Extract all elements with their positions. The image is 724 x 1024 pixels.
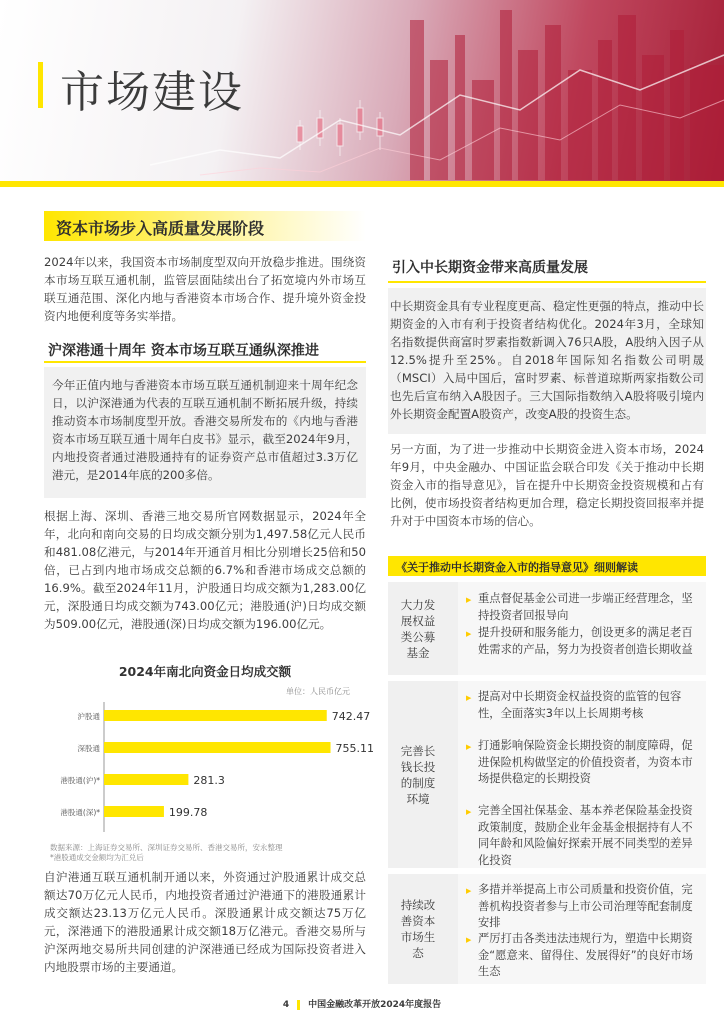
banner-divider xyxy=(0,181,724,187)
table-row xyxy=(388,681,706,868)
table-row-content xyxy=(458,681,706,868)
long-term-capital-box-text: 中长期资金具有专业程度更高、稳定性更强的特点，推动中长期资金的入市有利于投资者结构优化。2024年3月，全球知名指数提供商富时罗素指数新调入76只A股，A股纳入因子从12.5%提升至25%。自2018年国际知名指数公司明晟（MSCI）入局中国后，富时罗素、标普道琼斯两家指数公司也先后宣布纳入A股因子。三大国际指数纳入A股将吸引境内外长期资金配置A股资产，改变A股的投资生态。 xyxy=(390,299,704,421)
left-section-title: 资本市场步入高质量发展阶段 xyxy=(56,219,265,238)
category-tick-label: 港股通(沪)* xyxy=(60,776,100,785)
guideline-table-title: 《关于推动中长期资金入市的指导意见》细则解读 xyxy=(396,561,638,574)
right-section-title: 引入中长期资金带来高质量发展 xyxy=(392,260,588,276)
intro-paragraph: 2024年以来，我国资本市场制度型双向开放稳步推进。围绕资本市场互联互通机制，监管层面陆续出台了拓宽境内外市场互联互通范围、深化内地与香港资本市场合作、提升境外资金投资内地便利度等务实举措。 xyxy=(44,255,366,323)
list-item: ▶ 提高对中长期资金权益投资的监管的包容性，全面落实3年以上长周期考核 xyxy=(466,689,698,722)
table-row-category xyxy=(388,582,448,675)
page-footer xyxy=(0,997,724,1013)
hk-connect-heading xyxy=(44,339,366,363)
table-row-content xyxy=(458,874,706,984)
data-label: 281.3 xyxy=(193,774,225,787)
category-tick-label: 港股通(深)* xyxy=(60,808,100,817)
chart-source: 数据来源：上海证券交易所、深圳证券交易所、香港交易所，安永整理 xyxy=(50,843,283,852)
chart-footnote: *港股通成交金额均为汇兑后 xyxy=(50,853,144,862)
guideline-table-header xyxy=(388,556,706,576)
list-item: ▶ 多措并举提高上市公司质量和投资价值，完善机构投资者参与上市公司治理等配套制度安排 xyxy=(466,882,698,932)
chart-notes xyxy=(50,843,283,863)
category-label: 大力发展权益类公募基金 xyxy=(400,597,436,660)
chart-bar xyxy=(104,710,327,721)
category-tick-label: 深股通 xyxy=(77,744,100,753)
hk-connect-box-text: 今年正值内地与香港资本市场互联互通机制迎来十周年纪念日，以沪深港通为代表的互联互通机制不断拓展升级，持续推动资本市场制度型开放。香港交易所发布的《内地与香港资本市场互联互通十周年白皮书》显示，截至2024年9月，内地投资者通过港股通持有的证券资产总市值超过3.3万亿港元，是2014年底的200多倍。 xyxy=(52,378,358,482)
list-item: ▶ 打通影响保险资金长期投资的制度障碍，促进保险机构做坚定的价值投资者，为资本市场提供稳定的长期投资 xyxy=(466,738,698,788)
page-number: 4 xyxy=(282,1000,290,1010)
report-title: 中国金融改革开放2024年度报告 xyxy=(308,1000,442,1010)
trading-volume-paragraph: 根据上海、深圳、香港三地交易所官网数据显示，2024年全年，北向和南向交易的日均成交额分别为1,497.58亿元人民币和481.08亿港元，与2014年开通首月相比分别增长25倍和50倍，已占到内地市场成交总额的6.7%和香港市场成交总额的16.9%。截至2024年11月，沪股通日均成交额为1,283.00亿元，深股通日均成交额为743.00亿元；港股通(沪)日均成交额为509.00亿元，港股通(深)日均成交额为196.00亿元。 xyxy=(44,509,366,631)
list-item: ▶ 重点督促基金公司进一步端正经营理念，坚持投资者回报导向 xyxy=(466,591,698,624)
chart-title: 2024年南北向资金日均成交额 xyxy=(118,664,292,679)
chart-bar xyxy=(104,774,188,785)
data-label: 755.11 xyxy=(335,742,375,755)
list-item: ▶ 完善全国社保基金、基本养老保险基金投资政策制度，鼓励企业年金基金根据持有人不同年龄和风险偏好探索开展不同类型的差异化投资 xyxy=(466,803,698,869)
table-row-category xyxy=(388,681,448,868)
chart-bar xyxy=(104,806,164,817)
left-section-heading xyxy=(44,211,366,241)
data-label: 742.47 xyxy=(331,710,371,723)
category-label: 完善长钱长投的制度环境 xyxy=(400,743,436,806)
header-banner xyxy=(0,0,724,187)
data-label: 199.78 xyxy=(168,806,208,819)
table-row xyxy=(388,874,706,984)
list-item: ▶ 提升投研和服务能力，创设更多的满足老百姓需求的产品，努力为投资者创造长期收益 xyxy=(466,625,698,658)
right-section-heading xyxy=(388,256,706,283)
category-tick-label: 沪股通 xyxy=(77,712,100,721)
page-title: 市场建设 xyxy=(60,67,244,118)
list-item: ▶ 严厉打击各类违法违规行为，塑造中长期资金“愿意来、留得住、发展得好”的良好市场生态 xyxy=(466,931,698,981)
table-row xyxy=(388,582,706,675)
chart-bar xyxy=(104,742,331,753)
footer-divider xyxy=(297,1000,300,1010)
title-accent-bar xyxy=(38,62,43,108)
chart-unit: 单位：人民币亿元 xyxy=(286,687,350,696)
guideline-paragraph: 另一方面，为了进一步推动中长期资金进入资本市场，2024年9月，中央金融办、中国证监会联合印发《关于推动中长期资金入市的指导意见》，旨在提升中长期资金投资规模和占有比例，使市场投资者结构更加合理，稳定长期投资回报率并提升对于中国资本市场的信心。 xyxy=(390,442,704,528)
table-row-content xyxy=(458,582,706,675)
table-row-category xyxy=(388,874,448,984)
category-label: 持续改善资本市场生态 xyxy=(400,898,436,960)
hk-connect-title: 沪深港通十周年 资本市场互联互通纵深推进 xyxy=(48,343,319,359)
bar-chart xyxy=(44,700,375,840)
cumulative-volume-paragraph: 自沪港通互联互通机制开通以来，外资通过沪股通累计成交总额达70万亿元人民币，内地投资者通过沪港通下的港股通累计成交额达23.13万亿元人民币。深股通累计成交额达75万亿元，深港通下的港股通累计成交额18万亿港元。香港交易所与沪深两地交易所共同创建的沪深港通已经成为国际投资者进入内地股票市场的主要通道。 xyxy=(44,870,366,974)
